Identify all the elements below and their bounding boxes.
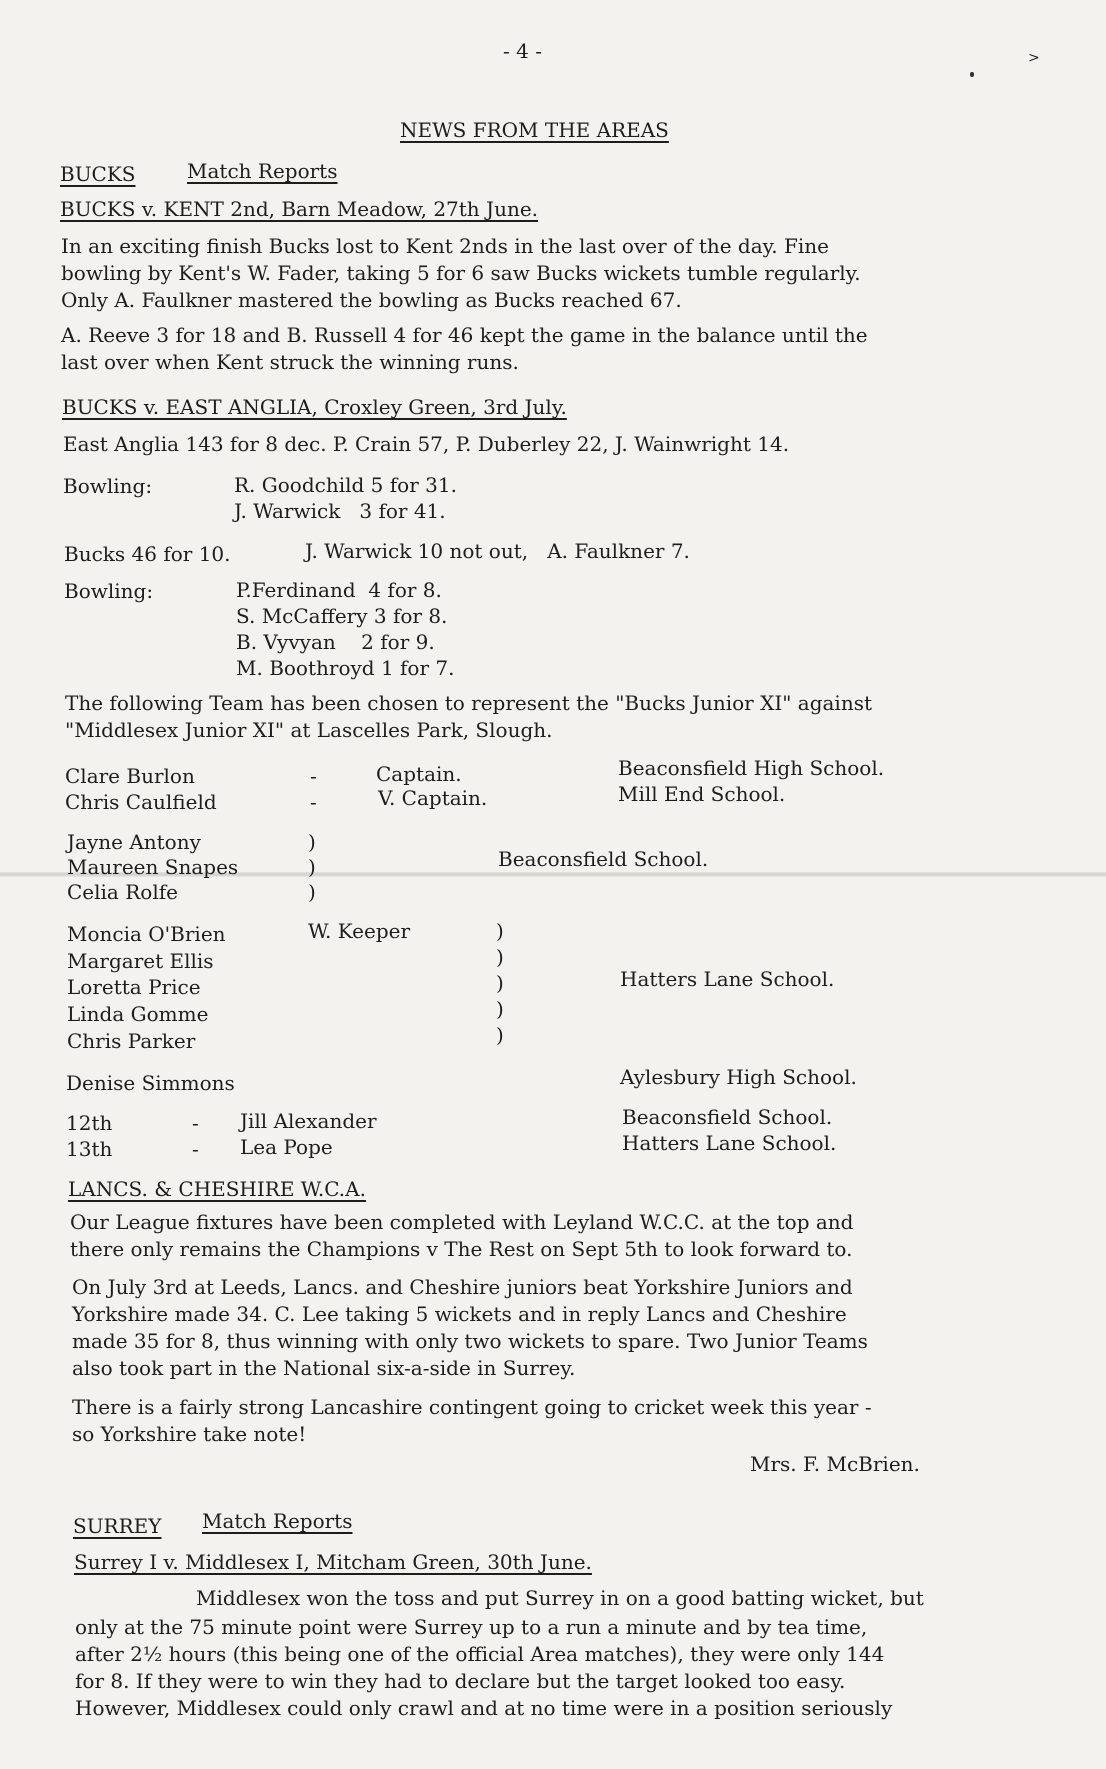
team-announcement: The following Team has been chosen to represent the "Bucks Junior XI" against "Middlesex Junior XI" at Lascelles Park, Slough.: [65, 691, 873, 742]
match1-title: BUCKS v. KENT 2nd, Barn Meadow, 27th June.: [60, 197, 539, 221]
bracket: ): [496, 919, 504, 943]
surrey-report-para: only at the 75 minute point were Surrey up to a run a minute and by tea time, after 2½ hours (this being one of the official Area matches), they were only 144 for 8. If they were to win they had to declare but the target looked too easy. However, Middlesex could only crawl and at no time were in a position seriously: [75, 1615, 893, 1720]
player-name: Moncia O'Brien: [67, 922, 226, 946]
player-school: Mill End School.: [618, 782, 786, 806]
corner-mark: >: [1028, 50, 1040, 66]
bracket: ): [496, 997, 504, 1021]
bowling-figure: B. Vyvyan 2 for 9.: [236, 630, 435, 654]
reserve-label: 13th: [66, 1137, 113, 1161]
bucks-innings: Bucks 46 for 10.: [64, 542, 231, 566]
player-name: Loretta Price: [67, 975, 201, 999]
player-name: Jayne Antony: [67, 830, 201, 854]
bowling-figure: M. Boothroyd 1 for 7.: [236, 656, 455, 680]
bracket: ): [308, 880, 316, 904]
dash: -: [192, 1137, 199, 1161]
player-name: Lea Pope: [240, 1135, 333, 1159]
dash: -: [310, 764, 317, 788]
player-school: Beaconsfield School.: [498, 847, 709, 871]
page-heading: NEWS FROM THE AREAS: [400, 118, 669, 142]
surrey-report-line: Middlesex won the toss and put Surrey in on a good batting wicket, but: [196, 1586, 924, 1610]
surrey-area-title: SURREY: [73, 1514, 162, 1538]
player-name: Denise Simmons: [66, 1071, 235, 1095]
bowling-label-1: Bowling:: [63, 474, 153, 498]
surrey-section-label: Match Reports: [202, 1509, 353, 1533]
page-number: - 4 -: [503, 39, 542, 63]
bracket: ): [308, 830, 316, 854]
player-school: Beaconsfield School.: [622, 1105, 833, 1129]
player-school: Hatters Lane School.: [620, 967, 835, 991]
dash: -: [192, 1111, 199, 1135]
lancs-title: LANCS. & CHESHIRE W.C.A.: [68, 1177, 366, 1201]
ink-dot: [970, 72, 974, 77]
dash: -: [310, 790, 317, 814]
player-name: Chris Caulfield: [65, 790, 217, 814]
match1-report-para2: A. Reeve 3 for 18 and B. Russell 4 for 46 kept the game in the balance until the last over when Kent struck the winning runs.: [61, 323, 868, 374]
player-school: Hatters Lane School.: [622, 1131, 837, 1155]
surrey-match-title: Surrey I v. Middlesex I, Mitcham Green, 30th June.: [74, 1550, 592, 1574]
player-role: V. Captain.: [378, 786, 488, 810]
bowling-figure: P.Ferdinand 4 for 8.: [236, 578, 442, 602]
player-name: Linda Gomme: [67, 1002, 209, 1026]
bracket: ): [496, 971, 504, 995]
player-name: Clare Burlon: [65, 764, 195, 788]
bowling-figure: S. McCaffery 3 for 8.: [236, 604, 448, 628]
player-name: Maureen Snapes: [67, 855, 239, 879]
player-name: Margaret Ellis: [67, 949, 214, 973]
player-role: Captain.: [376, 762, 462, 786]
bucks-area-title: BUCKS: [60, 162, 136, 186]
bowling-figure: J. Warwick 3 for 41.: [234, 499, 446, 523]
bowling-figure: R. Goodchild 5 for 31.: [234, 473, 457, 497]
bracket: ): [308, 855, 316, 879]
player-name: Jill Alexander: [240, 1109, 377, 1133]
player-school: Aylesbury High School.: [620, 1065, 857, 1089]
ea-innings: East Anglia 143 for 8 dec. P. Crain 57, P. Duberley 22, J. Wainwright 14.: [63, 432, 790, 456]
bucks-section-label: Match Reports: [187, 159, 338, 183]
bracket: ): [496, 945, 504, 969]
reserve-label: 12th: [66, 1111, 113, 1135]
bucks-innings-detail: J. Warwick 10 not out, A. Faulkner 7.: [305, 539, 690, 563]
player-school: Beaconsfield High School.: [618, 756, 885, 780]
lancs-para2: On July 3rd at Leeds, Lancs. and Cheshire juniors beat Yorkshire Juniors and Yorkshire made 34. C. Lee taking 5 wickets and in reply Lancs and Cheshire made 35 for 8, thus winning with only two wickets to spare. Two Junior Teams also took part in the National six-a-side in Surrey.: [72, 1275, 868, 1380]
player-role: W. Keeper: [308, 919, 411, 943]
player-name: Celia Rolfe: [67, 880, 178, 904]
lancs-para3: There is a fairly strong Lancashire contingent going to cricket week this year - so Yorkshire take note!: [72, 1395, 872, 1446]
match2-title: BUCKS v. EAST ANGLIA, Croxley Green, 3rd July.: [62, 395, 567, 419]
bracket: ): [496, 1023, 504, 1047]
bowling-label-2: Bowling:: [64, 579, 154, 603]
match1-report-para1: In an exciting finish Bucks lost to Kent 2nds in the last over of the day. Fine bowling by Kent's W. Fader, taking 5 for 6 saw Bucks wickets tumble regularly. Only A. Faulkner mastered the bowling as Bucks reached 67.: [61, 234, 861, 312]
player-name: Chris Parker: [67, 1029, 196, 1053]
lancs-para1: Our League fixtures have been completed with Leyland W.C.C. at the top and there only remains the Champions v The Rest on Sept 5th to look forward to.: [70, 1210, 854, 1261]
lancs-signature: Mrs. F. McBrien.: [750, 1452, 920, 1476]
